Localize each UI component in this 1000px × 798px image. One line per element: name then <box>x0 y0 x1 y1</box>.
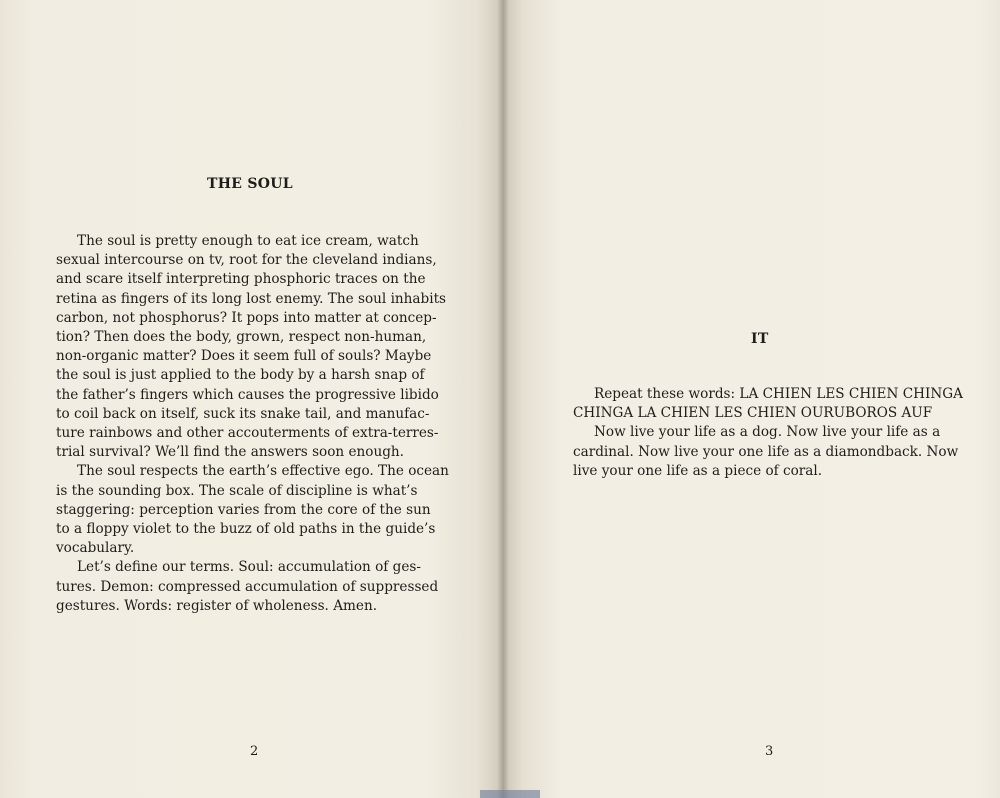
text-line: Repeat these words: LA CHIEN LES CHIEN CHINGA <box>594 386 963 402</box>
left-page-number: 2 <box>250 744 259 759</box>
right-page-title: IT <box>751 331 769 347</box>
text-line: to coil back on itself, suck its snake tail, and manufac- <box>56 405 430 422</box>
text-line: CHINGA LA CHIEN LES CHIEN OURUBOROS AUF <box>573 405 933 422</box>
text-line: trial survival? We’ll find the answers soon enough. <box>56 444 405 461</box>
text-line: gestures. Words: register of wholeness. Amen. <box>56 597 378 614</box>
text-line: retina as fingers of its long lost enemy. The soul inhabits <box>56 290 447 307</box>
spine-edge <box>480 790 540 798</box>
text-line: tures. Demon: compressed accumulation of suppressed <box>56 578 439 595</box>
text-line: the father’s fingers which causes the progressive libido <box>56 386 439 403</box>
text-line: non-organic matter? Does it seem full of souls? Maybe <box>56 348 432 365</box>
text-line: tion? Then does the body, grown, respect non-human, <box>56 329 427 346</box>
text-line: Let’s define our terms. Soul: accumulation of ges- <box>77 559 421 576</box>
right-page-body <box>573 385 961 481</box>
left-page-title: THE SOUL <box>207 176 293 192</box>
right-page <box>503 0 1000 798</box>
right-page-number: 3 <box>765 744 774 759</box>
text-line: vocabulary. <box>56 540 135 557</box>
text-line: the soul is just applied to the body by a harsh snap of <box>56 367 425 384</box>
text-line: and scare itself interpreting phosphoric traces on the <box>56 271 426 288</box>
text-line: cardinal. Now live your one life as a diamondback. Now <box>573 443 959 460</box>
left-page-body <box>56 232 449 616</box>
text-line: The soul respects the earth’s effective ego. The ocean <box>77 463 449 480</box>
text-line: sexual intercourse on tv, root for the cleveland indians, <box>56 252 437 269</box>
text-line: to a floppy violet to the buzz of old paths in the guide’s <box>56 521 436 538</box>
text-line: staggering: perception varies from the core of the sun <box>56 501 431 518</box>
book-gutter <box>497 0 509 798</box>
text-line: The soul is pretty enough to eat ice cream, watch <box>77 233 419 249</box>
text-line: carbon, not phosphorus? It pops into matter at concep- <box>56 309 437 326</box>
text-line: live your one life as a piece of coral. <box>573 462 823 479</box>
text-line: ture rainbows and other accouterments of extra-terres- <box>56 425 439 442</box>
text-line: is the sounding box. The scale of discipline is what’s <box>56 482 418 499</box>
text-line: Now live your life as a dog. Now live your life as a <box>594 424 941 441</box>
